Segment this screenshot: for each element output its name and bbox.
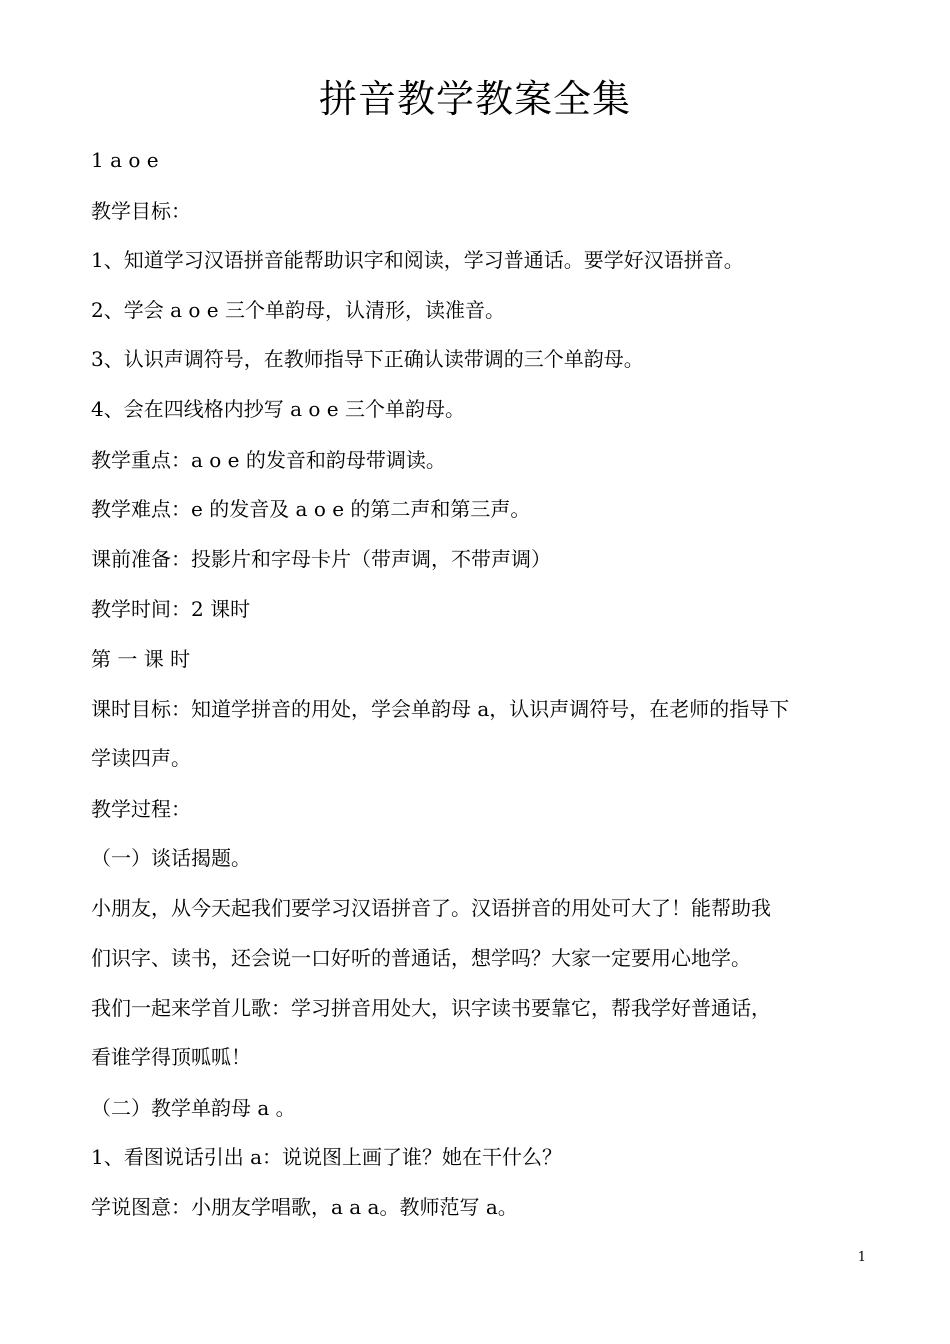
- text-line: 教学过程：: [91, 797, 191, 821]
- text-line: 1、看图说话引出 a：说说图上画了谁？她在干什么？: [91, 1145, 563, 1169]
- text-line: 1、知道学习汉语拼音能帮助识字和阅读，学习普通话。要学好汉语拼音。: [91, 248, 744, 272]
- text-line: 2、学会 a o e 三个单韵母，认清形，读准音。: [91, 298, 505, 322]
- text-line: 教学目标：: [91, 199, 191, 223]
- text-line: 我们一起来学首儿歌：学习拼音用处大，识字读书要靠它，帮我学好普通话，: [91, 996, 771, 1020]
- text-line: 学说图意：小朋友学唱歌，a a a。教师范写 a。: [91, 1195, 518, 1219]
- text-line: （一）谈话揭题。: [91, 846, 251, 870]
- text-line: 教学时间：2 课时: [91, 597, 251, 621]
- text-line: （二）教学单韵母 a 。: [91, 1096, 296, 1120]
- text-line: 学读四声。: [91, 746, 191, 770]
- text-line: 教学重点：a o e 的发音和韵母带调读。: [91, 448, 446, 472]
- text-line: 第 一 课 时: [91, 647, 191, 671]
- text-line: 看谁学得顶呱呱！: [91, 1045, 251, 1069]
- text-line: 们识字、读书，还会说一口好听的普通话，想学吗？大家一定要用心地学。: [91, 946, 751, 970]
- page-number: 1: [857, 1250, 866, 1265]
- text-line: 3、认识声调符号，在教师指导下正确认读带调的三个单韵母。: [91, 347, 644, 371]
- text-line: 小朋友，从今天起我们要学习汉语拼音了。汉语拼音的用处可大了！能帮助我: [91, 896, 771, 920]
- text-line: 课前准备：投影片和字母卡片（带声调，不带声调）: [91, 547, 551, 571]
- text-line: 教学难点：e 的发音及 a o e 的第二声和第三声。: [91, 497, 531, 521]
- text-line: 4、会在四线格内抄写 a o e 三个单韵母。: [91, 397, 465, 421]
- text-line: 课时目标：知道学拼音的用处，学会单韵母 a，认识声调符号，在老师的指导下: [91, 697, 790, 721]
- text-line: 1 a o e: [91, 148, 159, 172]
- document-title: 拼音教学教案全集: [318, 77, 631, 121]
